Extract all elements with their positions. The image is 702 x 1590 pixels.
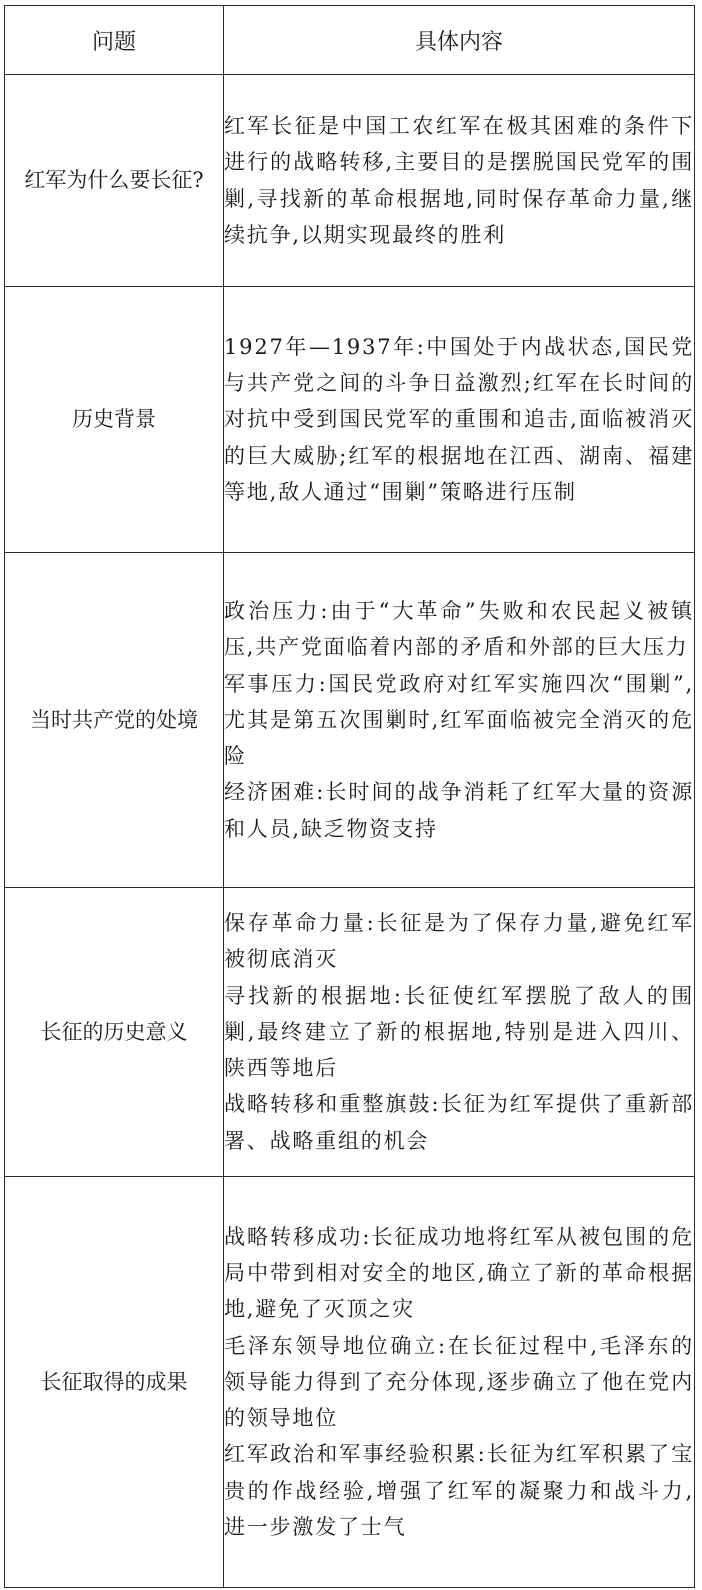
question-cell: 长征取得的成果: [5, 1177, 224, 1588]
content-paragraph: 寻找新的根据地:长征使红军摆脱了敌人的围剿,最终建立了新的根据地,特别是进入四川、陕西等地后: [224, 983, 694, 1081]
table-row: [5, 75, 695, 287]
table-row: [5, 553, 695, 888]
content-cell: [224, 888, 695, 1177]
header-question: 问题: [5, 6, 224, 75]
content-cell: [224, 1177, 695, 1588]
question-cell: 长征的历史意义: [5, 888, 224, 1177]
long-march-table: [4, 5, 695, 1588]
content-paragraph: 毛泽东领导地位确立:在长征过程中,毛泽东的领导能力得到了充分体现,逐步确立了他在党内的领导地位: [224, 1333, 694, 1431]
content-paragraph: 战略转移和重整旗鼓:长征为红军提供了重新部署、战略重组的机会: [224, 1092, 694, 1153]
table-row: [5, 888, 695, 1177]
content-paragraph: 1927年—1937年:中国处于内战状态,国民党与共产党之间的斗争日益激烈;红军在长时间的对抗中受到国民党军的重围和追击,面临被消灭的巨大威胁;红军的根据地在江西、湖南、福建等地,敌人通过“围剿”策略进行压制: [224, 334, 694, 504]
table-header-row: [5, 6, 695, 75]
question-cell: 红军为什么要长征?: [5, 75, 224, 287]
question-cell: 历史背景: [5, 287, 224, 553]
content-paragraph: 军事压力:国民党政府对红军实施四次“围剿”,尤其是第五次围剿时,红军面临被完全消灭的危险: [224, 671, 694, 769]
table-row: [5, 1177, 695, 1588]
content-paragraph: 政治压力:由于“大革命”失败和农民起义被镇压,共产党面临着内部的矛盾和外部的巨大压力: [224, 599, 694, 660]
content-cell: [224, 553, 695, 888]
content-paragraph: 红军长征是中国工农红军在极其困难的条件下进行的战略转移,主要目的是摆脱国民党军的围剿,寻找新的革命根据地,同时保存革命力量,继续抗争,以期实现最终的胜利: [224, 114, 694, 247]
header-content: 具体内容: [224, 6, 695, 75]
content-paragraph: 战略转移成功:长征成功地将红军从被包围的危局中带到相对安全的地区,确立了新的革命根据地,避免了灭顶之灾: [224, 1225, 694, 1322]
content-paragraph: 保存革命力量:长征是为了保存力量,避免红军被彻底消灭: [224, 911, 694, 972]
question-cell: 当时共产党的处境: [5, 553, 224, 888]
content-paragraph: 红军政治和军事经验积累:长征为红军积累了宝贵的作战经验,增强了红军的凝聚力和战斗力,进一步激发了士气: [224, 1442, 694, 1539]
table-row: [5, 287, 695, 553]
content-cell: [224, 75, 695, 287]
content-paragraph: 经济困难:长时间的战争消耗了红军大量的资源和人员,缺乏物资支持: [224, 780, 694, 841]
content-cell: [224, 287, 695, 553]
